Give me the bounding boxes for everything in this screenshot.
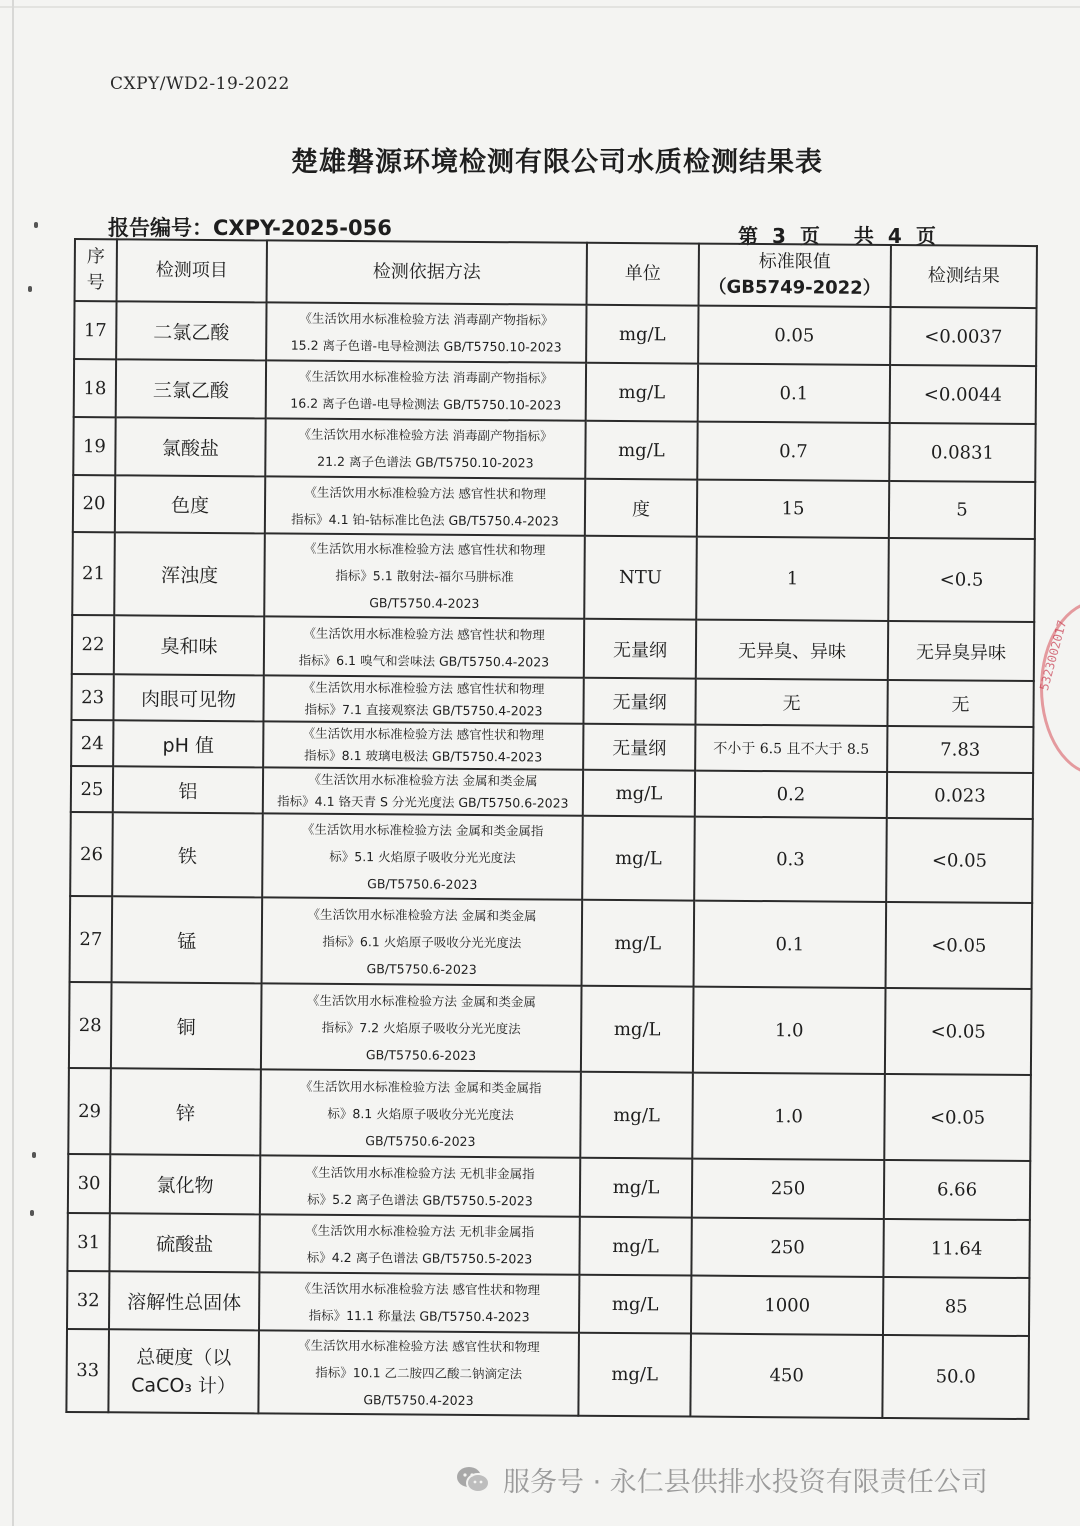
row-item: 铝 <box>113 766 263 813</box>
row-method-line: GB/T5750.6-2023 <box>365 1046 477 1063</box>
row-item <box>108 1329 259 1413</box>
row-method <box>264 533 585 618</box>
row-method-line: 指标》11.1 称量法 GB/T5750.4-2023 <box>308 1307 530 1325</box>
row-method-line: 标》5.2 离子色谱法 GB/T5750.5-2023 <box>307 1191 533 1208</box>
row-item: 浑浊度 <box>114 532 265 616</box>
row-method-line: 《生活饮用水标准检验方法 金属和类金属指 <box>299 1078 542 1095</box>
row-method-line: 指标》7.2 火焰原子吸收分光光度法 <box>321 1019 521 1036</box>
row-limit: 1 <box>696 537 889 621</box>
row-method-line: 《生活饮用水标准检验方法 消毒副产物指标》 <box>298 426 553 444</box>
row-result: 无异臭异味 <box>888 621 1034 681</box>
row-method <box>263 675 583 723</box>
table-row <box>66 1329 1029 1419</box>
row-method <box>263 721 583 769</box>
page-total-prefix: 共 <box>853 224 874 248</box>
row-seq: 32 <box>67 1271 109 1329</box>
row-unit: 无量纲 <box>584 619 696 679</box>
row-result: 无 <box>887 680 1033 727</box>
row-item-line: CaCO₃ 计） <box>131 1373 237 1397</box>
row-result: <0.05 <box>886 902 1033 989</box>
row-limit: 无 <box>695 679 887 726</box>
row-method-line: 标》4.2 离子色谱法 GB/T5750.5-2023 <box>306 1249 533 1267</box>
row-item: 溶解性总固体 <box>109 1271 259 1330</box>
row-method <box>264 616 584 677</box>
document-code: CXPY/WD2-19-2022 <box>110 74 290 94</box>
row-unit: mg/L <box>586 363 698 422</box>
row-item: 二氯乙酸 <box>116 301 266 360</box>
row-seq: 22 <box>72 615 114 674</box>
row-unit: mg/L <box>582 816 695 901</box>
paper-top-edge <box>0 6 1080 8</box>
row-result: 0.023 <box>887 772 1033 819</box>
row-method-line: 标》5.1 火焰原子吸收分光光度法 <box>329 848 516 865</box>
row-method-line: 《生活饮用水标准检验方法 感官性状和物理 <box>298 1337 540 1355</box>
table-row <box>67 1213 1029 1278</box>
row-unit: mg/L <box>579 1217 691 1276</box>
table-row <box>72 532 1035 622</box>
row-limit: 250 <box>691 1218 883 1277</box>
row-method-line: GB/T5750.6-2023 <box>367 875 478 892</box>
table-row <box>70 896 1033 989</box>
row-unit: 度 <box>585 479 697 537</box>
row-result: <0.05 <box>884 1074 1031 1161</box>
row-item: 肉眼可见物 <box>113 674 263 721</box>
row-method-line: GB/T5750.4-2023 <box>369 595 480 611</box>
table-row <box>73 475 1035 539</box>
table-row <box>74 301 1036 366</box>
row-item: 三氯乙酸 <box>116 359 266 418</box>
row-unit: NTU <box>584 536 697 620</box>
stamp-code: 5323002017 <box>1036 618 1070 693</box>
row-method <box>265 476 585 535</box>
row-item: 铁 <box>112 812 263 897</box>
table-row <box>68 1068 1031 1161</box>
row-method-line: 指标》4.1 铬天青 S 分光光度法 GB/T5750.6-2023 <box>277 793 569 811</box>
row-seq: 30 <box>68 1154 110 1213</box>
row-seq: 33 <box>66 1329 109 1412</box>
row-limit: 0.2 <box>695 771 887 818</box>
row-result: 50.0 <box>882 1335 1029 1419</box>
row-method <box>266 302 586 362</box>
row-method-line: 《生活饮用水标准检验方法 消毒副产物指标》 <box>299 310 554 328</box>
row-limit: 1.0 <box>693 987 886 1074</box>
row-result: 0.0831 <box>889 423 1035 482</box>
row-limit: 0.7 <box>697 422 889 481</box>
row-item: 硫酸盐 <box>109 1213 259 1272</box>
row-method <box>259 1214 579 1274</box>
row-unit: mg/L <box>578 1333 691 1417</box>
row-method-line: GB/T5750.6-2023 <box>365 1132 476 1149</box>
table-row <box>70 812 1033 903</box>
row-result: <0.5 <box>888 538 1035 622</box>
row-result: 6.66 <box>884 1160 1030 1220</box>
row-item: 色度 <box>115 475 265 533</box>
row-method <box>259 1272 579 1332</box>
header-limit <box>699 244 891 307</box>
row-method-line: 《生活饮用水标准检验方法 感官性状和物理 <box>304 484 546 501</box>
row-method-line: 指标》6.1 火焰原子吸收分光光度法 <box>322 933 522 950</box>
row-result: 7.83 <box>887 726 1033 773</box>
row-method <box>262 813 583 899</box>
paper-left-edge <box>12 0 14 1526</box>
row-item: 铜 <box>111 982 262 1069</box>
row-seq: 24 <box>71 720 113 766</box>
table-row <box>68 1154 1030 1220</box>
row-result: <0.0037 <box>890 307 1036 366</box>
row-item: 氯化物 <box>110 1154 260 1214</box>
row-method-line: 《生活饮用水标准检验方法 无机非金属指 <box>305 1222 535 1240</box>
row-seq: 21 <box>72 532 115 615</box>
row-limit: 不小于 6.5 且不大于 8.5 <box>695 725 887 772</box>
table-row <box>67 1271 1029 1336</box>
row-method-line: 21.2 离子色谱法 GB/T5750.10-2023 <box>317 453 534 471</box>
row-method-line: 指标》8.1 玻璃电极法 GB/T5750.4-2023 <box>304 747 543 765</box>
row-method-line: 15.2 离子色谱-电导检测法 GB/T5750.10-2023 <box>290 337 562 355</box>
row-seq: 26 <box>70 812 113 896</box>
row-limit: 15 <box>697 480 889 538</box>
row-method-line: 指标》7.1 直接观察法 GB/T5750.4-2023 <box>304 701 543 719</box>
row-limit: 0.1 <box>698 364 890 423</box>
row-unit: mg/L <box>581 986 694 1073</box>
header-result: 检测结果 <box>891 245 1037 308</box>
table-row <box>71 674 1033 727</box>
row-method-line: 《生活饮用水标准检验方法 金属和类金属指 <box>301 821 544 838</box>
page-prefix: 第 <box>738 224 758 248</box>
row-result: 5 <box>889 481 1035 539</box>
results-table <box>65 238 1038 1420</box>
row-method-line: 《生活饮用水标准检验方法 感官性状和物理 <box>303 540 546 558</box>
row-method-line: 指标》10.1 乙二胺四乙酸二钠滴定法 <box>315 1364 523 1382</box>
page-total-suffix: 页 <box>915 224 936 248</box>
row-limit: 250 <box>692 1159 884 1219</box>
row-seq: 27 <box>70 896 113 982</box>
row-method-line: GB/T5750.6-2023 <box>366 960 477 977</box>
row-method-line: GB/T5750.4-2023 <box>363 1392 474 1408</box>
row-method-line: 《生活饮用水标准检验方法 金属和类金属 <box>308 771 538 789</box>
row-item: 氯酸盐 <box>115 417 265 476</box>
row-method <box>258 1330 579 1415</box>
header-unit: 单位 <box>587 243 699 306</box>
row-result: <0.05 <box>885 988 1032 1075</box>
row-method-line: 指标》5.1 散射法-福尔马肼标准 <box>335 567 514 585</box>
row-limit: 0.05 <box>698 306 890 365</box>
table-row <box>71 766 1033 819</box>
row-unit: mg/L <box>579 1275 691 1334</box>
row-seq: 18 <box>74 359 116 417</box>
row-limit: 0.3 <box>694 817 887 902</box>
row-unit: 无量纲 <box>583 724 695 771</box>
row-seq: 31 <box>67 1213 109 1271</box>
table-row <box>72 615 1034 681</box>
scan-speck <box>32 1152 36 1158</box>
row-item: pH 值 <box>113 720 263 767</box>
row-method-line: 《生活饮用水标准检验方法 金属和类金属 <box>307 906 537 923</box>
scan-speck <box>30 1210 34 1216</box>
table-row <box>71 720 1033 773</box>
row-method <box>261 983 582 1071</box>
row-seq: 20 <box>73 475 115 532</box>
row-seq: 17 <box>74 301 116 359</box>
scan-speck <box>34 222 38 228</box>
table-row <box>69 982 1032 1075</box>
row-method-line: 指标》4.1 铂-钴标准比色法 GB/T5750.4-2023 <box>291 511 559 529</box>
row-limit: 0.1 <box>694 901 887 988</box>
scan-speck <box>28 286 32 292</box>
row-method-line: 《生活饮用水标准检验方法 感官性状和物理 <box>303 625 545 642</box>
page-current: 3 <box>772 224 786 248</box>
row-method <box>266 360 586 420</box>
row-result: <0.0044 <box>890 365 1036 424</box>
row-method-line: 《生活饮用水标准检验方法 感官性状和物理 <box>302 679 545 697</box>
table-row <box>74 359 1036 424</box>
footer-text: 服务号 · 永仁县供排水投资有限责任公司 <box>503 1467 988 1498</box>
row-method <box>263 767 583 815</box>
row-seq: 25 <box>71 766 113 812</box>
row-method-line: 标》8.1 火焰原子吸收分光光度法 <box>327 1105 514 1122</box>
row-seq: 29 <box>68 1068 111 1154</box>
footer-watermark <box>455 1460 988 1499</box>
page-suffix: 页 <box>799 224 820 248</box>
table-row <box>73 417 1035 482</box>
wechat-icon <box>455 1465 491 1495</box>
row-unit: 无量纲 <box>583 678 695 725</box>
row-method-line: 《生活饮用水标准检验方法 感官性状和物理 <box>302 725 545 743</box>
row-unit: mg/L <box>586 305 698 364</box>
row-seq: 19 <box>73 417 115 475</box>
header-method: 检测依据方法 <box>267 240 587 304</box>
row-method <box>262 897 583 985</box>
row-limit: 1000 <box>691 1276 883 1335</box>
row-unit: mg/L <box>582 900 695 987</box>
row-result: 85 <box>883 1277 1029 1336</box>
header-item: 检测项目 <box>117 239 267 302</box>
row-method-line: 指标》6.1 嗅气和尝味法 GB/T5750.4-2023 <box>298 652 550 669</box>
row-method <box>265 418 585 478</box>
row-method-line: 《生活饮用水标准检验方法 感官性状和物理 <box>298 1280 541 1298</box>
header-limit-line2: （GB5749-2022） <box>708 276 881 299</box>
row-limit: 450 <box>690 1334 883 1418</box>
row-unit: mg/L <box>580 1072 693 1159</box>
row-item: 锌 <box>110 1068 261 1155</box>
row-result: 11.64 <box>883 1219 1029 1278</box>
row-method-line: 《生活饮用水标准检验方法 金属和类金属 <box>306 992 536 1009</box>
row-item: 臭和味 <box>114 615 264 675</box>
row-limit: 1.0 <box>692 1073 885 1160</box>
row-method-line: 16.2 离子色谱-电导检测法 GB/T5750.10-2023 <box>290 395 562 413</box>
row-unit: mg/L <box>580 1158 692 1218</box>
row-result: <0.05 <box>886 818 1033 903</box>
table-header-row <box>75 239 1037 308</box>
row-method-line: 《生活饮用水标准检验方法 无机非金属指 <box>305 1164 535 1181</box>
row-seq: 28 <box>69 982 112 1068</box>
header-limit-line1: 标准限值 <box>758 251 831 273</box>
document-title: 楚雄磐源环境检测有限公司水质检测结果表 <box>291 147 823 178</box>
row-method-line: 《生活饮用水标准检验方法 消毒副产物指标》 <box>298 368 554 386</box>
row-unit: mg/L <box>585 421 697 480</box>
report-number: 报告编号：CXPY-2025-056 <box>108 216 392 240</box>
page-total: 4 <box>887 224 902 248</box>
row-method <box>260 1155 580 1216</box>
row-item: 锰 <box>112 896 263 983</box>
row-method <box>260 1069 581 1157</box>
row-seq: 23 <box>71 674 113 720</box>
results-table-body <box>66 301 1036 1419</box>
row-item-line: 总硬度（以 <box>136 1345 232 1369</box>
header-seq: 序号 <box>75 239 117 301</box>
row-limit: 无异臭、异味 <box>696 620 888 680</box>
row-unit: mg/L <box>583 770 695 817</box>
